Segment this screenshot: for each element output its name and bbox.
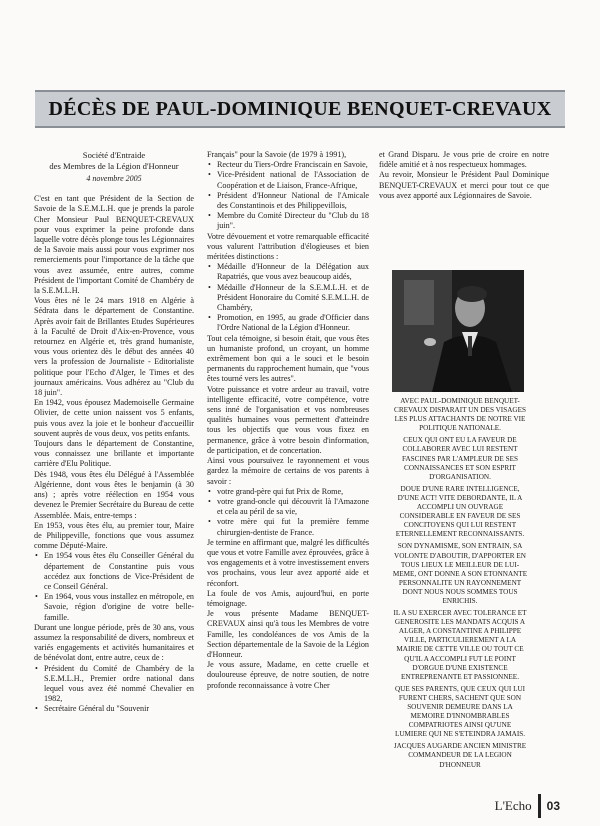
org-line-2: des Membres de la Légion d'Honneur [49, 161, 179, 171]
list-item: • votre mère qui fut la première femme chirurgien-dentiste de France. [217, 517, 369, 537]
caption-paragraph: IL A SU EXERCER AVEC TOLERANCE ET GENEROSITE LES MANDATS ACQUIS A ALGER, A CONSTANTINE A PHILIPPE VILLE, PARTICULIEREMENT A LA MAIRIE DE CETTE VILLE OU TOUT CE QU'IL A ACCOMPLI FUT LE POINT D'ORGUE D'UNE EXISTENCE ENTREPRENANTE ET PASSIONNEE. [393, 609, 527, 681]
list-item: • Secrétaire Général du "Souvenir [44, 704, 194, 714]
paragraph: Je vous assure, Madame, en cette cruelle et douloureuse épreuve, de notre soutien, de notre profonde reconnaissance à votre Cher [207, 660, 369, 690]
list-item: • votre grand-oncle qui découvrit là l'Amazone et cela au péril de sa vie, [217, 497, 369, 517]
paragraph: Durant une longue période, près de 30 ans, vous assumez la responsabilité de divers, nombreux et variés engagements et activités humanitaires et de bénévolat dont, entre autre, ceux de : [34, 622, 194, 663]
bullet-list [34, 664, 194, 715]
list-item: • Médaille d'Honneur de la S.E.M.L.H. et de Président Honoraire du Comité S.E.M.L.H. de Chambéry, [217, 283, 369, 314]
caption-paragraph: AVEC PAUL-DOMINIQUE BENQUET-CREVAUX DISPARAIT UN DES VISAGES LES PLUS ATTACHANTS DE NOTRE VIE POLITIQUE NATIONALE. [394, 397, 526, 433]
paragraph: Toujours dans le département de Constantine, vous connaissez une brillante et importante carrière d'Elu Politique. [34, 439, 194, 469]
bullet-list [207, 487, 369, 538]
paragraph: et Grand Disparu. Je vous prie de croire en notre fidèle amitié et à nos respectueux hommages. [379, 150, 549, 170]
org-line-1: Société d'Entraide [82, 150, 146, 160]
paragraph: Au revoir, Monsieur le Président Paul Dominique BENQUET-CREVAUX et merci pour tout ce que vous avez apporté aux Légionnaires de Savoie. [379, 170, 549, 200]
paragraph: Dès 1948, vous êtes élu Délégué à l'Assemblée Algérienne, dont vous êtes le benjamin (à 30 ans) ; après votre réélection en 1954 vous devenez le Premier Secrétaire du Bureau de cette Assemblée. Mais, entre-temps : [34, 469, 194, 520]
caption-paragraph: JACQUES AUGARDE ANCIEN MINISTRE COMMANDEUR DE LA LEGION D'HONNEUR [393, 742, 527, 769]
paragraph: En 1953, vous êtes élu, au premier tour, Maire de Philippeville, fonctions que vous assumez comme Député-Maire. [34, 520, 194, 551]
list-item: • Membre du Comité Directeur du "Club du 18 juin". [217, 211, 369, 231]
list-item: • En 1964, vous vous installez en métropole, en Savoie, région d'origine de votre belle-famille. [44, 592, 194, 623]
paragraph: Ainsi vous poursuivez le rayonnement et vous gardez la mémoire de certains de vos parents à savoir : [207, 456, 369, 486]
article-date: 4 novembre 2005 [86, 174, 142, 183]
magazine-name: L'Echo [494, 798, 532, 813]
photo-caption [392, 397, 528, 773]
org-heading [34, 150, 194, 172]
paragraph: En 1942, vous épousez Mademoiselle Germaine Olivier, de cette union naissent vos 5 enfants, puis vous avez la joie et le bonheur d'accueillir souvent auprès de vous deux, vos petits enfants. [34, 398, 194, 438]
title-banner [35, 90, 565, 128]
portrait-image [392, 270, 524, 392]
caption-paragraph: CEUX QUI ONT EU LA FAVEUR DE COLLABORER AVEC LUI RESTENT FASCINES PAR L'AMPLEUR DE SES CONNAISSANCES ET SON ESPRIT D'ORGANISATION. [402, 436, 518, 481]
paragraph: Je vous présente Madame BENQUET-CREVAUX ainsi qu'à tous les Membres de votre Famille, les condoléances de vos Amis de la Section départementale de la Savoie de la Légion d'Honneur. [207, 609, 369, 659]
bullet-list [207, 262, 369, 333]
list-item: • En 1954 vous êtes élu Conseiller Général du département de Constantine puis vous accédez aux fonctions de Vice-Président de ce Conseil Général. [44, 551, 194, 592]
list-item: • Président du Comité de Chambéry de la S.E.M.L.H., Premier ordre national dans lequel vous avez été nommé Chevalier en 1982, [44, 664, 194, 705]
portrait-photo [392, 270, 524, 392]
paragraph: Français" pour la Savoie (de 1979 à 1991), [207, 150, 347, 159]
list-item: • Recteur du Tiers-Ordre Franciscain en Savoie, [217, 160, 369, 170]
list-item: • Médaille d'Honneur de la Délégation aux Rapatriés, que vous avez beaucoup aidés, [217, 262, 369, 282]
list-item: • votre grand-père qui fut Prix de Rome, [217, 487, 369, 497]
paragraph: Je termine en affirmant que, malgré les difficultés que vous et votre Famille avez éprouvées, grâce à vos engagements et à votre investissement envers vos prochains, vous leur avez apporté aide et réconfort. [207, 537, 369, 588]
paragraph: Votre puissance et votre ardeur au travail, votre intelligente efficacité, votre compétence, votre sens inné de l'organisation et vos nombreuses qualités humaines vous permettent d'atteindre tous les objectifs que vous vous fixez en permanence, grâce à votre besoin d'information, de participation, et de concertation. [207, 384, 369, 455]
column-1 [34, 150, 194, 715]
page-number: 03 [546, 799, 560, 813]
paragraph: C'est en tant que Président de la Section de Savoie de la S.E.M.L.H. que je prends la parole Cher Monsieur Paul BENQUET-CREVAUX pour vous exprimer la peine profonde dans laquelle votre décès plonge tous les Légionnaires de la Savoie mais aussi pour vous exprimer nos remerciements pour l'importance de la tâche que vous avez assumée, entre autres, comme Président de l'important Comité de Chambéry de la S.E.M.L.H. [34, 194, 194, 296]
bullet-list [207, 160, 369, 231]
bullet-list [34, 551, 194, 622]
list-item: • Président d'Honneur National de l'Amicale des Constantinois et des Philippevillois, [217, 191, 369, 211]
caption-paragraph: SON DYNAMISME, SON ENTRAIN, SA VOLONTE D'ABOUTIR, D'APPORTER EN TOUS LIEUX LE MEILLEUR DE LUI-MEME, ONT DONNE A SON ETONNANTE PERSONNALITE UN RAYONNEMENT DONT NOUS NOUS SOMMES TOUS ENRICHIS. [392, 542, 528, 605]
paragraph: Vous êtes né le 24 mars 1918 en Algérie à Sédrata dans le département de Constantine. Après avoir fait de Brillantes Etudes Supérieures à la Faculté de Droit d'Aix-en-Provence, vous retournez en Algérie et, très grand humaniste, vous vous orientez dès le début des années 40 vers la profession de Journaliste - Editorialiste politique pour l'Echo d'Alger, le Times et des journaux américains. Vous adhérez au "Club du 18 juin". [34, 296, 194, 398]
paragraph: Tout cela témoigne, si besoin était, que vous êtes un humaniste profond, un croyant, un homme extrêmement bon qui a le souci et le besoin permanents du rapprochement humain, que "vous êtes tourné vers les autres". [207, 333, 369, 384]
column-3 [379, 150, 549, 201]
list-item: • Promotion, en 1995, au grade d'Officier dans l'Ordre National de la Légion d'Honneur. [217, 313, 369, 333]
list-item: • Vice-Président national de l'Association de Coopération et de Liaison, France-Afrique, [217, 170, 369, 190]
paragraph: La foule de vos Amis, aujourd'hui, en porte témoignage. [207, 588, 369, 608]
caption-paragraph: QUE SES PARENTS, QUE CEUX QUI LUI FURENT CHERS, SACHENT QUE SON SOUVENIR DEMEURE DANS LA MEMOIRE D'INNOMBRABLES COMPATRIOTES AINSI QU'UNE LUMIERE QUI NE S'ETEINDRA JAMAIS. [394, 684, 526, 739]
column-2 [207, 150, 369, 691]
page-title: DÉCÈS DE PAUL-DOMINIQUE BENQUET-CREVAUX [48, 97, 552, 120]
paragraph: Votre dévouement et votre remarquable efficacité vous valurent l'attribution d'élogieuses et bien méritées distinctions : [207, 231, 369, 262]
footer-divider [538, 794, 541, 818]
page-footer [495, 794, 560, 818]
caption-paragraph: DOUE D'UNE RARE INTELLIGENCE, D'UNE ACT! VITE DEBORDANTE, IL A ACCOMPLI UN OUVRAGE CONSIDERABLE EN FAVEUR DE SES CONCITOYENS QUI LUI RESTENT ETERNELLEMENT RECONNAISSANTS. [395, 484, 525, 539]
